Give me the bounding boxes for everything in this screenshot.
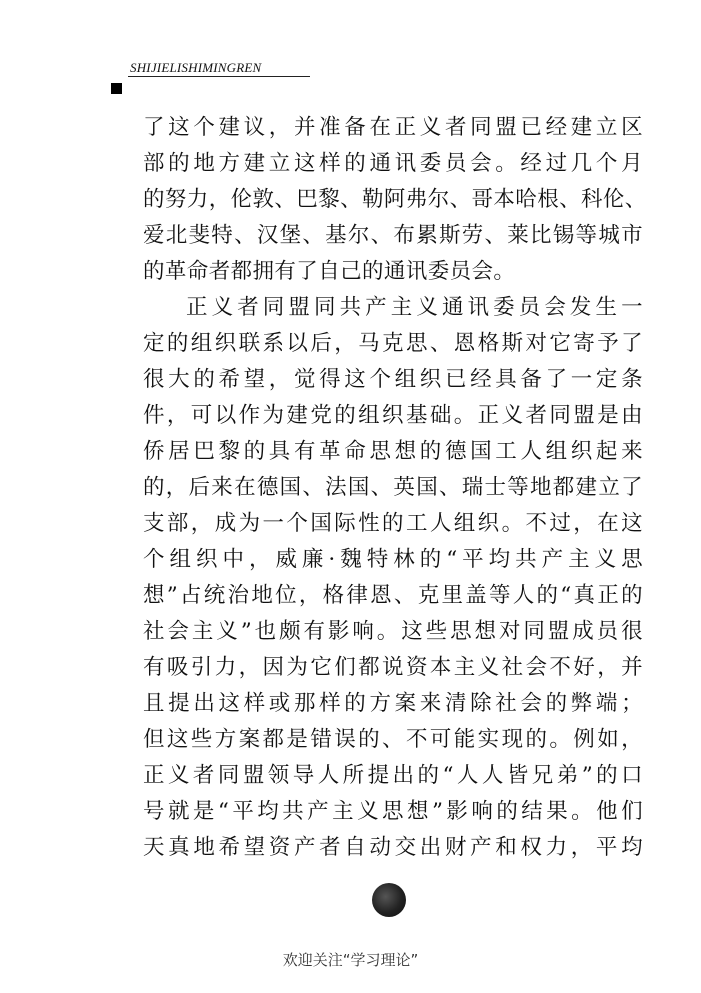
- text-line: 部的地方建立这样的通讯委员会。经过几个月: [143, 151, 643, 176]
- text-line: 的，后来在德国、法国、英国、瑞士等地都建立了: [143, 475, 643, 500]
- text-line: 正义者同盟领导人所提出的“人人皆兄弟”的口: [143, 763, 643, 788]
- page-number-dot: [372, 883, 406, 917]
- text-line: 很大的希望，觉得这个组织已经具备了一定条: [143, 367, 643, 392]
- running-title: SHIJIELISHIMINGREN: [130, 60, 262, 75]
- header-rule: [128, 76, 310, 77]
- text-line: 但这些方案都是错误的、不可能实现的。例如，: [143, 727, 643, 752]
- text-line: 有吸引力，因为它们都说资本主义社会不好，并: [143, 655, 643, 680]
- text-line: 爱北斐特、汉堡、基尔、布累斯劳、莱比锡等城市: [143, 223, 643, 248]
- text-line: 支部，成为一个国际性的工人组织。不过，在这: [143, 511, 643, 536]
- text-line: 的努力，伦敦、巴黎、勒阿弗尔、哥本哈根、科伦、: [143, 187, 647, 212]
- text-line: 件，可以作为建党的组织基础。正义者同盟是由: [143, 403, 643, 428]
- text-line: 想”占统治地位，格律恩、克里盖等人的“真正的: [143, 583, 643, 608]
- text-line: 天真地希望资产者自动交出财产和权力，平均: [143, 835, 643, 860]
- body-text: [143, 110, 647, 866]
- paragraph-indent-line: 正义者同盟同共产主义通讯委员会发生一: [186, 295, 643, 320]
- text-line: 的革命者都拥有了自己的通讯委员会。: [143, 259, 516, 284]
- footer-text: 欢迎关注“学习理论”: [282, 951, 419, 969]
- text-line: 侨居巴黎的具有革命思想的德国工人组织起来: [143, 439, 643, 464]
- text-line: 社会主义”也颇有影响。这些思想对同盟成员很: [143, 619, 643, 644]
- text-line: 且提出这样或那样的方案来清除社会的弊端；: [143, 691, 643, 716]
- text-line: 定的组织联系以后，马克思、恩格斯对它寄予了: [143, 331, 643, 356]
- text-line: 号就是“平均共产主义思想”影响的结果。他们: [143, 799, 643, 824]
- header-square-mark: [111, 83, 122, 94]
- text-line: 了这个建议，并准备在正义者同盟已经建立区: [143, 115, 643, 140]
- text-line: 个组织中，威廉·魏特林的“平均共产主义思: [143, 547, 643, 572]
